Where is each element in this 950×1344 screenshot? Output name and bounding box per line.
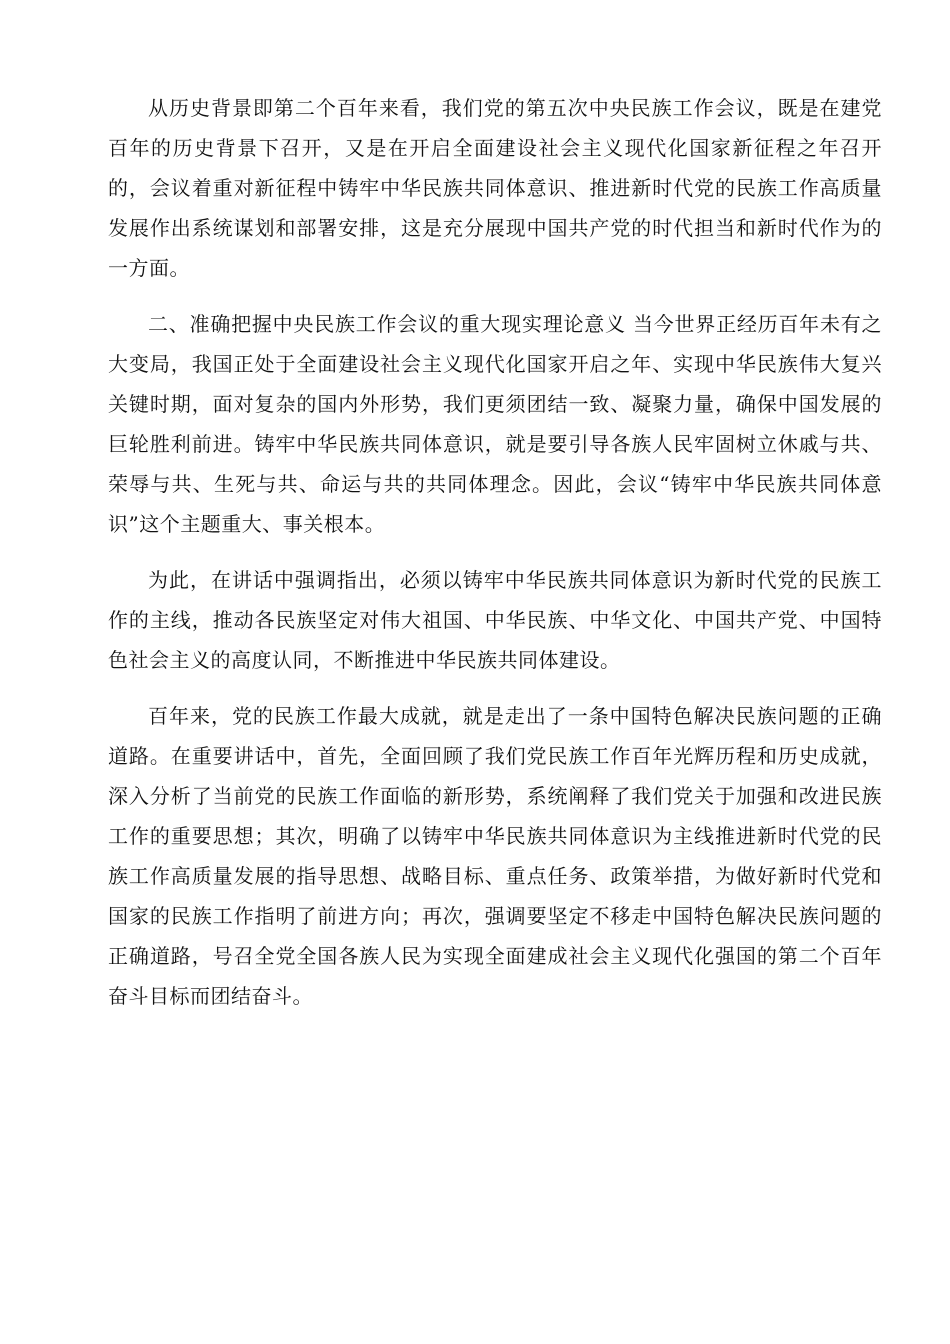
paragraph-4: 百年来，党的民族工作最大成就，就是走出了一条中国特色解决民族问题的正确道路。在重要讲话中，首先，全面回顾了我们党民族工作百年光辉历程和历史成就，深入分析了当前党的民族工作面临的新形势，系统阐释了我们党关于加强和改进民族工作的重要思想；其次，明确了以铸牢中华民族共同体意识为主线推进新时代党的民族工作高质量发展的指导思想、战略目标、重点任务、政策举措，为做好新时代党和国家的民族工作指明了前进方向；再次，强调要坚定不移走中国特色解决民族问题的正确道路，号召全党全国各族人民为实现全面建成社会主义现代化强国的第二个百年奋斗目标而团结奋斗。 xyxy=(108,704,882,1008)
paragraph-2: 二、准确把握中央民族工作会议的重大现实理论意义 当今世界正经历百年未有之大变局，我国正处于全面建设社会主义现代化国家开启之年、实现中华民族伟大复兴关键时期，面对复杂的国内外形势，我们更须团结一致、凝聚力量，确保中国发展的巨轮胜利前进。铸牢中华民族共同体意识，就是要引导各族人民牢固树立休戚与共、荣辱与共、生死与共、命运与共的共同体理念。因此，会议“铸牢中华民族共同体意识”这个主题重大、事关根本。 xyxy=(108,312,882,536)
document-body xyxy=(108,88,882,1032)
paragraph-3: 为此，在讲话中强调指出，必须以铸牢中华民族共同体意识为新时代党的民族工作的主线，推动各民族坚定对伟大祖国、中华民族、中华文化、中国共产党、中国特色社会主义的高度认同，不断推进中华民族共同体建设。 xyxy=(108,568,882,672)
paragraph-1: 从历史背景即第二个百年来看，我们党的第五次中央民族工作会议，既是在建党百年的历史背景下召开，又是在开启全面建设社会主义现代化国家新征程之年召开的，会议着重对新征程中铸牢中华民族共同体意识、推进新时代党的民族工作高质量发展作出系统谋划和部署安排，这是充分展现中国共产党的时代担当和新时代作为的一方面。 xyxy=(108,96,882,280)
